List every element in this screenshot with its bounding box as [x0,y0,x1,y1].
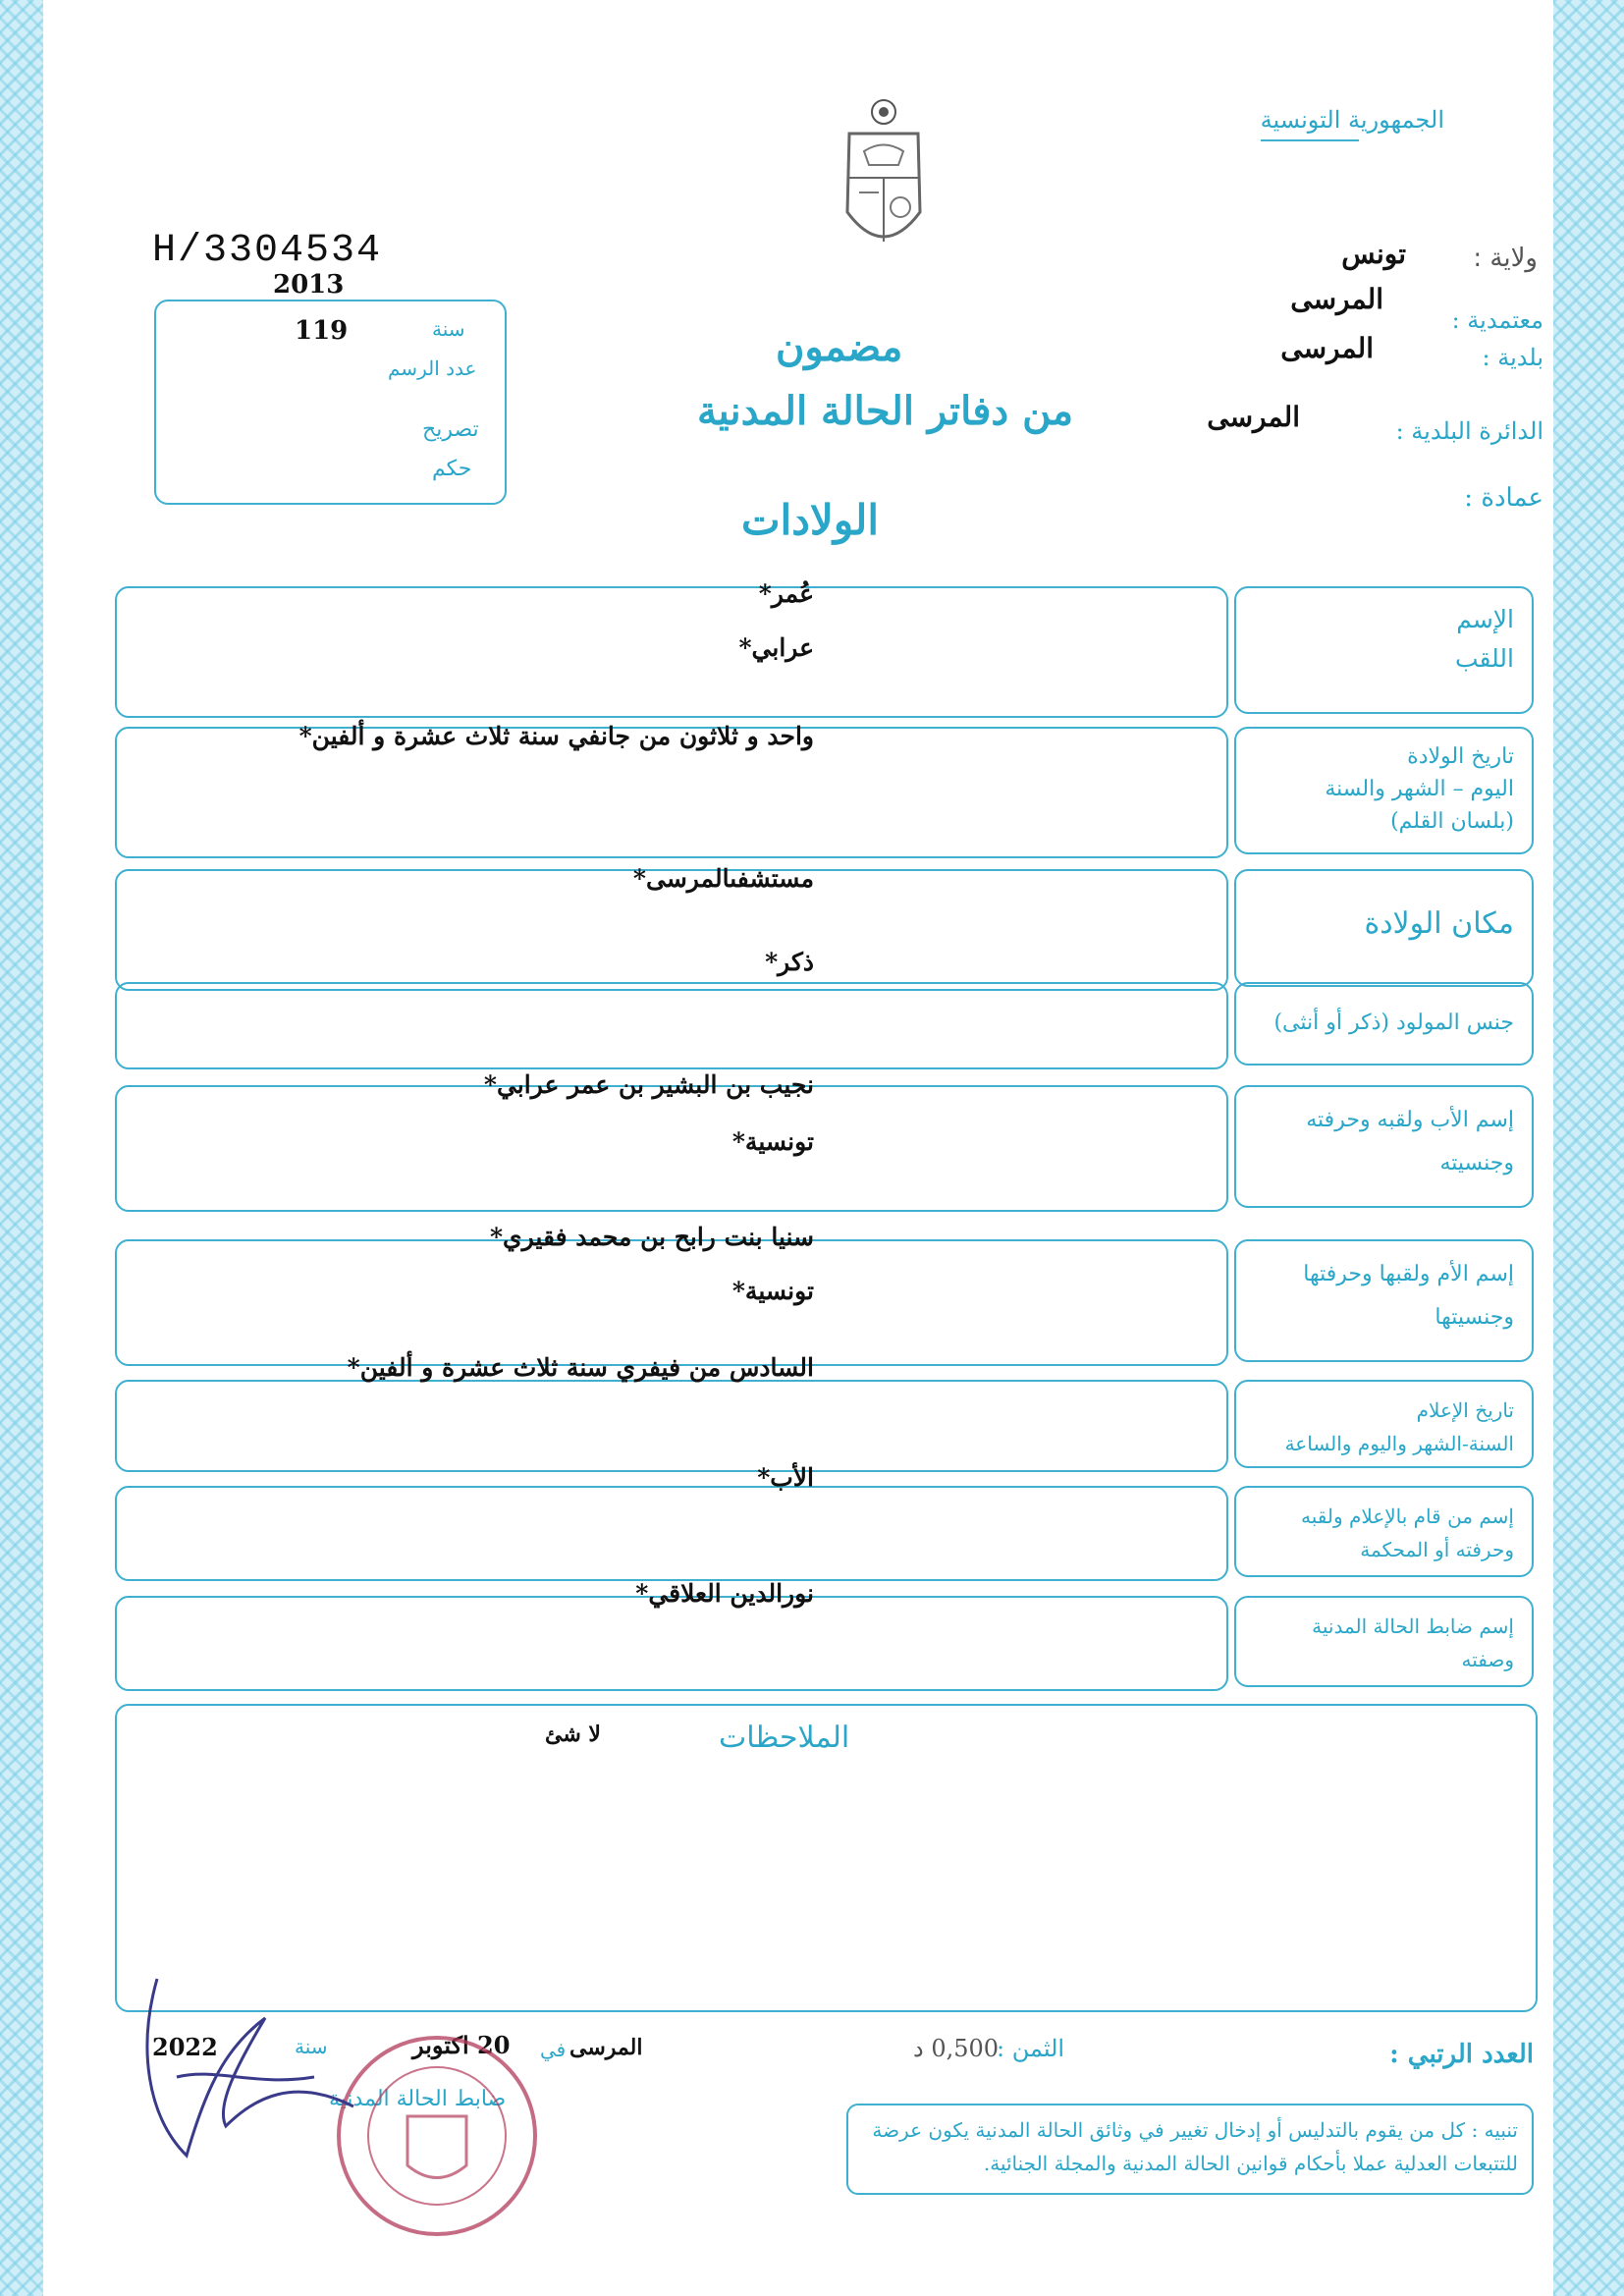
remarks-label: الملاحظات [719,1721,850,1755]
remarks-value: لا شئ [545,1722,601,1747]
field-value-declarant: الأب* [757,1463,814,1492]
decorative-border-right [1553,0,1624,2296]
field-value-box [115,1486,1228,1581]
date-value: 20 اكتوبر [412,2031,511,2059]
republic-title: الجمهورية التونسية [1260,106,1444,134]
field-label-declarant: إسم من قام بالإعلام ولقبه وحرفته أو المحكمة [1234,1486,1534,1577]
field-label-name: الإسم اللقب [1234,586,1534,714]
field-value-officer: نورالدين العلاقي* [635,1579,814,1608]
field-value-birthplace: مستشفىالمرسى* [632,864,814,893]
hukm-label: حكم [432,457,472,481]
field-value-declaration-date: السادس من فيفري سنة ثلاث عشرة و ألفين* [347,1353,814,1382]
year-value: 2022 [152,2033,218,2061]
field-value-first-name: عُمر* [758,579,814,608]
daira-label: الدائرة البلدية : [1395,417,1543,445]
mootamadia-value: المرسى [1290,283,1383,315]
wilaya-value: تونس [1341,238,1406,270]
title-births: الولادات [741,496,880,544]
coat-of-arms-emblem [830,94,938,266]
field-value-box [115,1596,1228,1691]
field-label-mother: إسم الأم ولقبها وحرفتها وجنسيتها [1234,1239,1534,1362]
field-label-sex: جنس المولود (ذكر أو أنثى) [1234,982,1534,1066]
field-value-box [115,1239,1228,1366]
field-value-sex: ذكر* [765,948,814,976]
reg-year: 2013 [273,270,345,300]
field-value-mother-nationality: تونسية* [731,1277,814,1305]
field-value-mother: سنيا بنت رابح بن محمد فقيري* [489,1223,814,1251]
field-value-box [115,982,1228,1069]
field-label-father: إسم الأب ولقبه وحرفته وجنسيته [1234,1085,1534,1208]
signature [118,1959,393,2185]
officer-title: ضابط الحالة المدنية [329,2087,507,2111]
field-value-birthdate: واحد و ثلاثون من جانفي سنة ثلاث عشرة و ألفين* [298,722,814,750]
field-value-box [115,1085,1228,1212]
title-madmoun: مضمون [776,324,903,370]
price-label: الثمن : [997,2035,1065,2062]
imada-label: عمادة : [1464,483,1543,513]
field-value-box [115,1380,1228,1472]
price-value: 0,500 د [913,2035,1000,2062]
in-label: في [540,2038,567,2061]
baladia-label: بلدية : [1482,344,1543,371]
divider [1261,139,1359,141]
field-label-birthdate: تاريخ الولادة اليوم – الشهر والسنة (بلسان القلم) [1234,727,1534,854]
mootamadia-label: معتمدية : [1451,306,1543,334]
title-registers: من دفاتر الحالة المدنية [697,388,1073,434]
serial-number: H/3304534 [152,229,383,273]
decorative-border-left [0,0,43,2296]
baladia-value: المرسى [1280,332,1374,364]
field-value-last-name: عرابي* [738,633,814,662]
field-value-father: نجيب بن البشير بن عمر عرابي* [483,1070,814,1099]
daira-value: المرسى [1207,401,1300,433]
legal-notice: تنبيه : كل من يقوم بالتدليس أو إدخال تغيير في وثائق الحالة المدنية يكون عرضة للتتبعات العدلية عملا بأحكام قوانين الحالة المدنية والمجلة الجنائية. [846,2104,1534,2195]
tasrih-label: تصريح [422,417,479,442]
field-value-father-nationality: تونسية* [731,1127,814,1156]
reg-number: 119 [295,316,349,346]
field-value-box [115,586,1228,718]
wilaya-label: ولاية : [1473,244,1538,273]
field-label-birthplace: مكان الولادة [1234,869,1534,987]
reg-number-label: عدد الرسم [388,356,477,380]
year-label: سنة [295,2035,328,2058]
place-value: المرسى [569,2035,643,2060]
serial-number-label: العدد الرتبي : [1389,2040,1534,2069]
reg-year-label: سنة [432,317,465,341]
field-label-declaration-date: تاريخ الإعلام السنة-الشهر واليوم والساعة [1234,1380,1534,1468]
field-label-officer: إسم ضابط الحالة المدنية وصفته [1234,1596,1534,1687]
